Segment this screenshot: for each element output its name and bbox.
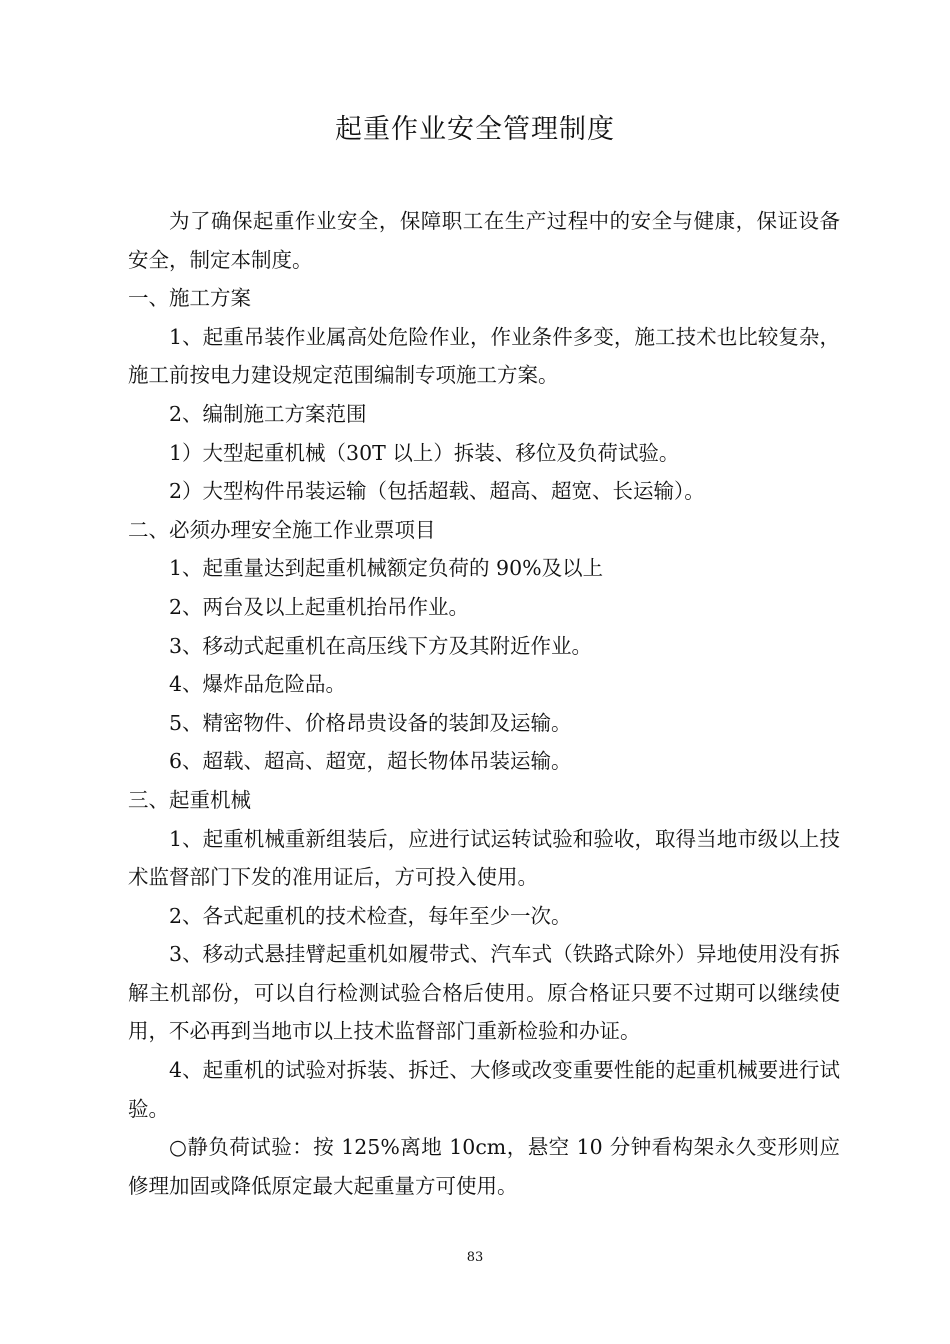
paragraph-2-5: 5、精密物件、价格昂贵设备的装卸及运输。 bbox=[169, 710, 572, 735]
intro-paragraph: 为了确保起重作业安全，保障职工在生产过程中的安全与健康，保证设备安全，制定本制度。 bbox=[128, 209, 840, 272]
paragraph-static-load-test: ○静负荷试验：按 125%离地 10cm，悬空 10 分钟看构架永久变形则应修理加固或降低原定最大起重量方可使用。 bbox=[128, 1135, 840, 1198]
paragraph-3-2: 2、各式起重机的技术检查，每年至少一次。 bbox=[169, 903, 572, 928]
paragraph-2-2: 2、两台及以上起重机抬吊作业。 bbox=[169, 594, 470, 619]
paragraph-1-2: 2、编制施工方案范围 bbox=[169, 401, 367, 426]
paragraph-2-4: 4、爆炸品危险品。 bbox=[169, 672, 347, 697]
paragraph-1-2-2: 2）大型构件吊装运输（包括超载、超高、超宽、长运输）。 bbox=[169, 479, 705, 504]
page-number: 83 bbox=[466, 1250, 484, 1265]
document-title: 起重作业安全管理制度 bbox=[335, 114, 615, 145]
section-heading-1: 一、施工方案 bbox=[128, 286, 251, 311]
paragraph-3-4: 4、起重机的试验对拆装、拆迁、大修或改变重要性能的起重机械要进行试验。 bbox=[128, 1058, 840, 1121]
paragraph-2-1: 1、起重量达到起重机械额定负荷的 90%及以上 bbox=[169, 556, 604, 581]
section-heading-3: 三、起重机械 bbox=[128, 787, 251, 812]
paragraph-3-1: 1、起重机械重新组装后，应进行试运转试验和验收，取得当地市级以上技术监督部门下发的准用证后，方可投入使用。 bbox=[128, 826, 840, 890]
paragraph-2-3: 3、移动式起重机在高压线下方及其附近作业。 bbox=[169, 633, 593, 658]
document-body bbox=[128, 202, 840, 1205]
paragraph-1-2-1: 1）大型起重机械（30T 以上）拆装、移位及负荷试验。 bbox=[169, 440, 680, 465]
section-heading-2: 二、必须办理安全施工作业票项目 bbox=[128, 517, 436, 542]
paragraph-3-3: 3、移动式悬挂臂起重机如履带式、汽车式（铁路式除外）异地使用没有拆解主机部份，可以自行检测试验合格后使用。原合格证只要不过期可以继续使用，不必再到当地市以上技术监督部门重新检验和办证。 bbox=[128, 942, 840, 1044]
paragraph-2-6: 6、超载、超高、超宽，超长物体吊装运输。 bbox=[169, 749, 572, 774]
paragraph-1-1: 1、起重吊装作业属高处危险作业，作业条件多变，施工技术也比较复杂，施工前按电力建设规定范围编制专项施工方案。 bbox=[128, 324, 840, 388]
